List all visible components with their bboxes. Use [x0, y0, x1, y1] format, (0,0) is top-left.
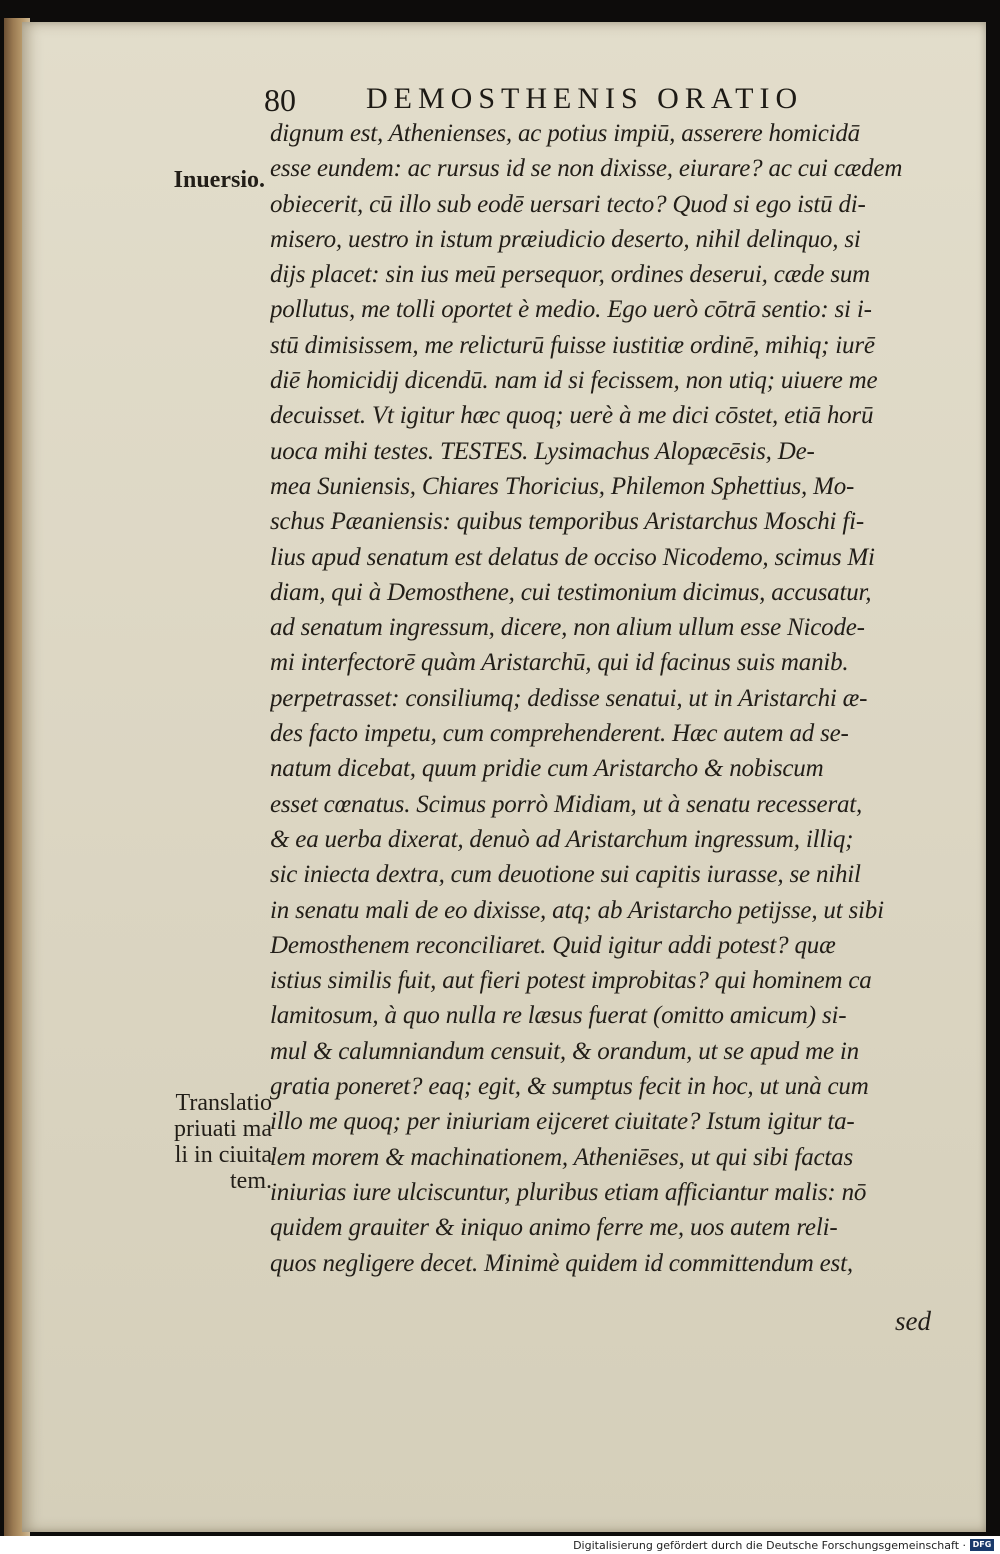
margin-note-inversio — [150, 167, 265, 193]
text-line: dijs placet: sin ius meū persequor, ordines deserui, cæde sum — [270, 261, 871, 289]
text-line: schus Pæaniensis: quibus temporibus Aristarchus Moschi fi- — [270, 508, 864, 536]
margin-note-line: Inuersio. — [173, 167, 265, 193]
text-line: decuisset. Vt igitur hæc quoq; uerè à me dici cōstet, etiā horū — [270, 402, 874, 430]
catchword: sed — [895, 1306, 931, 1336]
text-line: esset cœnatus. Scimus porrò Midiam, ut à senatu recesserat, — [270, 790, 863, 818]
text-line: stū dimisissem, me relicturū fuisse iustitiæ ordinē, mihiq; iurē — [270, 331, 875, 359]
text-line: dignum est, Athenienses, ac potius impiū, asserere homicidā — [270, 120, 860, 147]
text-line: istius similis fuit, aut fieri potest improbitas? qui hominem ca — [270, 967, 872, 995]
text-line: illo me quoq; per iniuriam eijceret ciuitate? Istum igitur ta- — [270, 1108, 855, 1136]
text-line: iniurias iure ulciscuntur, pluribus etiam afficiantur malis: nō — [270, 1178, 867, 1206]
text-line: ad senatum ingressum, dicere, non alium ullum esse Nicode- — [270, 614, 865, 642]
text-line: misero, uestro in istum præiudicio deserto, nihil delinquo, si — [270, 225, 861, 253]
text-line: diam, qui à Demosthene, cui testimonium dicimus, accusatur, — [270, 578, 872, 606]
page-number: 80 — [264, 82, 296, 118]
body-text — [270, 116, 960, 1281]
margin-note-translatio — [130, 1090, 272, 1194]
running-head: DEMOSTHENIS ORATIO — [366, 82, 804, 115]
text-line: lamitosum, à quo nulla re læsus fuerat (omitto amicum) si- — [270, 1002, 847, 1030]
text-line: Demosthenem reconciliaret. Quid igitur addi potest? quæ — [270, 931, 836, 959]
margin-note-line: priuati ma — [174, 1116, 272, 1142]
funding-credit: Digitalisierung gefördert durch die Deutsche Forschungsgemeinschaft · — [573, 1539, 966, 1552]
margin-note-line: tem. — [230, 1168, 272, 1194]
text-line: perpetrasset: consiliumq; dedisse senatui, ut in Aristarchi æ- — [270, 684, 868, 712]
text-line: gratia poneret? eaq; egit, & sumptus fecit in hoc, ut unà cum — [270, 1073, 869, 1101]
text-line: uoca mihi testes. TESTES. Lysimachus Alopæcēsis, De- — [270, 437, 815, 465]
text-line: & ea uerba dixerat, denuò ad Aristarchum ingressum, illiq; — [270, 825, 854, 853]
text-line: mea Suniensis, Chiares Thoricius, Philemon Sphettius, Mo- — [270, 472, 855, 500]
margin-note-line: Translatio — [175, 1090, 272, 1116]
text-line: pollutus, me tolli oportet è medio. Ego uerò cōtrā sentio: si i- — [270, 296, 872, 324]
text-line: quos negligere decet. Minimè quidem id committendum est, — [270, 1249, 853, 1277]
text-line: obiecerit, cū illo sub eodē uersari tecto? Quod si ego istū di- — [270, 190, 866, 218]
text-line: quidem grauiter & iniquo animo ferre me, uos autem reli- — [270, 1214, 838, 1242]
text-line: sic iniecta dextra, cum deuotione sui capitis iurasse, se nihil — [270, 861, 861, 889]
text-line: lem morem & machinationem, Atheniēses, ut qui sibi factas — [270, 1143, 853, 1171]
text-line: des facto impetu, cum comprehenderent. Hæc autem ad se- — [270, 720, 849, 748]
dfg-logo: DFG — [970, 1539, 994, 1551]
text-line: natum dicebat, quum pridie cum Aristarcho & nobiscum — [270, 755, 824, 783]
text-line: mi interfectorē quàm Aristarchū, qui id facinus suis manib. — [270, 649, 849, 677]
text-line: mul & calumniandum censuit, & orandum, ut se apud me in — [270, 1037, 859, 1065]
margin-note-line: li in ciuita — [174, 1142, 272, 1168]
text-line: in senatu mali de eo dixisse, atq; ab Aristarcho petijsse, ut sibi — [270, 896, 884, 924]
text-line: lius apud senatum est delatus de occiso Nicodemo, scimus Mi — [270, 543, 875, 571]
text-line: esse eundem: ac rursus id se non dixisse, eiurare? ac cui cædem — [270, 155, 903, 183]
text-line: diē homicidij dicendū. nam id si fecissem, non utiq; uiuere me — [270, 367, 878, 395]
